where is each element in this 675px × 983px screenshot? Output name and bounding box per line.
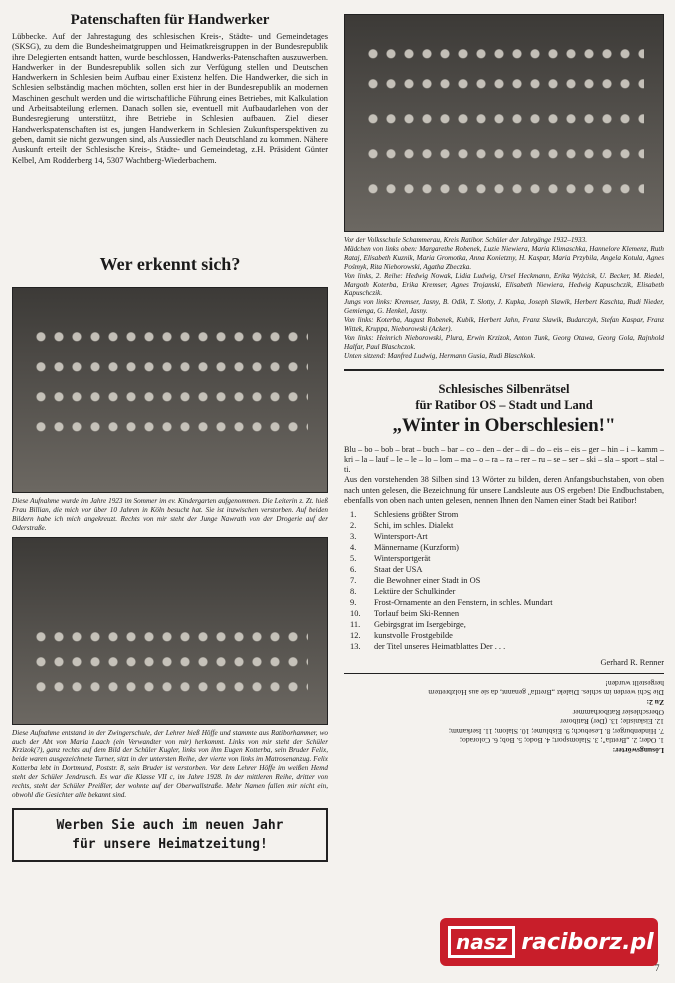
- logo-part-domain: raciborz.pl: [521, 929, 654, 955]
- zwingerschule-photo: [12, 537, 328, 725]
- clue-item: 3. Wintersport-Art: [350, 531, 428, 541]
- clue-item: 2. Schi, im schles. Dialekt: [350, 520, 454, 530]
- clue-item: 4. Männername (Kurzform): [350, 542, 459, 552]
- raetsel-instructions: Aus den vorstehenden 38 Silben sind 13 Wörter zu bilden, deren Anfangsbuchstaben, von oben nach unten gelesen, die Bezeichnung für unsere Landsleute aus OS ergeben! Die Endbuchstaben, ebenfalls von oben nach unten gelesen, nennen Ihnen den Namen einer Stadt bei Ratibor!: [344, 475, 664, 505]
- volksschule-caption: [344, 236, 664, 361]
- volksschule-photo: [344, 14, 664, 232]
- loesung-heading: Lösungswörter:: [612, 745, 664, 755]
- banner-line-2: für unsere Heimatzeitung!: [72, 836, 268, 852]
- vs-caption-line: Von links: Koterba, August Robenek, Kubik, Herbert Jahn, Franz Slawik, Budarczyk, Stefan Kaspar, Franz Wittek, Kruppa, Nieborowski (Acker).: [344, 316, 664, 334]
- right-column: [344, 0, 664, 755]
- clue-list: [344, 509, 664, 652]
- clue-item: 9. Frost-Ornamente an den Fenstern, in schles. Mundart: [350, 597, 553, 607]
- clue-item: 6. Staat der USA: [350, 564, 423, 574]
- loesung-line: 1. Oder; 2. „Brettla"; 3. Slalomsport; 4. Bodo; 5. Bob; 6. Colorado;: [459, 736, 664, 746]
- divider: [344, 369, 664, 371]
- vs-caption-line: Vor der Volksschule Schammerau, Kreis Ratibor. Schüler der Jahrgänge 1932–1933.: [344, 236, 588, 244]
- vs-caption-line: Unten sitzend: Manfred Ludwig, Hermann Gusia, Rudi Blaschkok.: [344, 351, 536, 360]
- loesung-line: Zu 2:: [646, 697, 664, 707]
- left-column: [12, 0, 328, 862]
- page-number: 7: [655, 963, 660, 973]
- clue-item: 7. die Bewohner einer Stadt in OS: [350, 575, 481, 585]
- raetsel-author: Gerhard R. Renner: [600, 657, 664, 667]
- kindergarten-caption: Diese Aufnahme wurde im Jahre 1923 im Sommer im ev. Kindergarten aufgenommen. Die Leiterin z. Zt. hieß Frau Billian, die mich vor über 10 Jahren in Köln besucht hat. Sie ist inzwischen verstorben. Auf beiden Bildern habe ich mich angekreuzt. Rechts von mir steht der Junge Nawrath von der Drogerie auf der Oderstraße.: [12, 497, 328, 532]
- patenschaften-title: Patenschaften für Handwerker: [70, 12, 270, 28]
- clue-item: 1. Schlesiens größter Strom: [350, 509, 459, 519]
- raetsel-title: Schlesisches Silbenrätsel: [438, 381, 570, 396]
- zwingerschule-caption: Diese Aufnahme entstand in der Zwingerschule, der Lehrer hieß Höffe und stammte aus Ratiborhammer, wo auch der Abt von Maria Laach (ein Verwandter von mir) herkommt. Links von mir steht der Schüler Krzizok(?), ganz rechts auf dem Bild der Schüler Kugler, links von ihm Eugen Kotterba, sein Bruder Felix, beide waren ausgezeichnete Turner, sitzt in der untersten Reihe, der vierte von links im Matrosenanzug. Felix Kotterba lebt in Dortmund, Poststr. 8, sein Bruder ist verstorben. Vor dem Lehrer Höffe im weißen Hemd steht der Schüler Jendrusch. Es war die Klasse VII c, im Jahre 1928. In der mittleren Reihe, dritter von rechts, steht der Schüler Preißler, der wohnte auf der Oberwallstraße. Mehr Namen fallen mir nicht ein, obwohl die Gesichter alle bekannt sind.: [12, 728, 328, 799]
- clue-item: 13. der Titel unseres Heimatblattes Der . . .: [350, 641, 506, 651]
- solution-divider: [344, 673, 664, 674]
- clue-item: 11. Gebirgsgrat im Isergebirge,: [350, 619, 466, 629]
- clue-item: 8. Lektüre der Schulkinder: [350, 586, 456, 596]
- clue-item: 12. kunstvolle Frostgebilde: [350, 630, 453, 640]
- vs-caption-line: Jungs von links: Kremser, Jasny, B. Odik, T. Slotty, J. Kupka, Joseph Slawik, Herbert Kaschta, Rudi Nieder, Gemienga, G. Henkel, Jasny.: [344, 298, 664, 316]
- heimatzeitung-banner: [12, 808, 328, 862]
- logo-part-nasz: nasz: [448, 926, 515, 958]
- loesung-line: Oberschlesier Ratiborhammer: [572, 707, 664, 717]
- loesung-line: 12. Eisknistle; 13. (Der) Ratiborer: [560, 716, 664, 726]
- naszraciborz-logo[interactable]: [440, 918, 658, 966]
- wer-title: Wer erkennt sich?: [99, 254, 241, 274]
- loesung-block: [344, 678, 664, 755]
- loesung-line: Die Schi werden im schles. Dialekt „Brettla" genannt, da sie aus Holzbrettern: [428, 688, 664, 698]
- loesung-line: 7. Hindenburger; 8. Lesebuch; 9. Eisblume; 10. Slalom; 11. Iserkamm;: [448, 726, 664, 736]
- clue-item: 5. Wintersportgerät: [350, 553, 431, 563]
- raetsel-syllables: Blu – bo – bob – brat – buch – bar – co – den – der – di – do – eis – eis – ger – hin – i – kamm – kri – la – lauf – le – le – lo – lom – ma – o – ra – ra – rer – ru – se – ser – ski – sla – sport – stal – ti.: [344, 444, 664, 475]
- loesung-line: hergestellt wurden!: [605, 678, 664, 688]
- vs-caption-line: Mädchen von links oben: Margarethe Robenek, Luzie Niewiera, Maria Klimaschka, Hannelore Klemenz, Ruth Rataj, Elisabeth Kuznik, Maria Gromotka, Anna Konietzny, H. Kaspar, Maria Przybila, Angela Kotula, Agnes Pośmyk, Rita Nieborowski, Agatha Zbeczka.: [344, 244, 664, 271]
- patenschaften-body: Lübbecke. Auf der Jahrestagung des schlesischen Kreis-, Städte- und Gemeindetages (SKSG), zu dem die Bundesheimatgruppen und Heimatkreisgruppen in der Bundesrepublik ihre Delegierten entsandt hatten, wurde beschlossen, Handwerks-Patenschaften auszuwerben. Handwerker in der Bundesrepublik sollen sich zur Verfügung stellen und Deutschen Handwerkern in Schlesien beim Aufbau einer Existenz helfen. Die Handwerker, die sich in Schlesien selbständig machen möchten, sollen erst hier in der Bundesrepublik an modernen Maschinen geschult werden und die wirtschaftliche Führung eines Betriebes, mit Kalkulation und Arbeitsabteilung erlernen. Danach sollen sie, eventuell mit Aufbaudarlehen von der Bundesregierung unterstützt, ihre Betriebe in Schlesien aufbauen. Ziel dieser Handwerkspatenschaften ist es, jungen Handwerkern in Schlesien Zukunftsperspektiven zu geben, damit sie nicht gezwungen sind, als Aussiedler nach Deutschland zu kommen. Nähere Auskunft erteilt der Schlesische Kreis-, Städte- und Gemeindetag, z.H. Präsident Günter Kelbel, Am Rodderberg 14, 5307 Wachtberg-Wiederbachem.: [12, 32, 328, 165]
- vs-caption-line: Von links: Heinrich Nieborowski, Plura, Erwin Krzizok, Anton Tunk, Georg Otawa, Georg Gola, Rajnhold Halfar, Paul Blaschczok.: [344, 333, 664, 351]
- kindergarten-photo: [12, 287, 328, 493]
- vs-caption-line: Von links, 2. Reihe: Hedwig Nowak, Lidia Ludwig, Ursel Heckmann, Erika Wyżcisk, U. Becker, M. Riedel, Margoth Koterba, Erika Kremser, Agnes Trojanski, Elisabeth Niewiera, Hedwig Kapuschczik, Elisabeth Kapuschczik.: [344, 271, 664, 298]
- raetsel-headline: „Winter in Oberschlesien!": [392, 414, 616, 436]
- clue-item: 10. Torlauf beim Ski-Rennen: [350, 608, 460, 618]
- banner-line-1: Werben Sie auch im neuen Jahr: [56, 817, 284, 833]
- raetsel-subtitle: für Ratibor OS – Stadt und Land: [415, 397, 593, 412]
